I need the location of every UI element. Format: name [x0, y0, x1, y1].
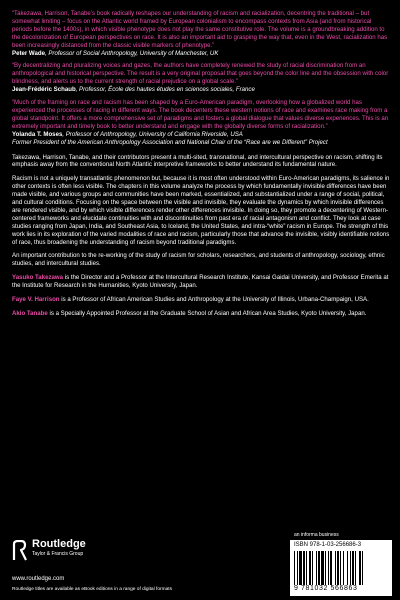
description-paragraph-3: An important contribution to the re-working of the study of racism for scholars, researchers, and students of anthropology, sociology, ethnic studies, and intercultural studies.	[12, 252, 385, 268]
isbn-label: ISBN 978-1-03-256686-3	[294, 542, 362, 548]
endorser-name-2: Jean-Frédéric Schaub	[12, 86, 76, 94]
endorser-role-3: , Professor of Anthropology, University of California Riverside, USA	[62, 130, 243, 138]
endorsement-quote-1: “Takezawa, Harrison, Tanabe’s book radically reshapes our understanding of racism and racialization, decentring the traditional – but somewhat limiting – focus on the Atlantic world framed by European colonialism to encompass contexts from Asia (and from historical periods before the 1400s), in which visible phenotype does not play the same constitutive role. The volume is a groundbreaking addition to the decolonization of European perspectives on race. It is also an important aid to grasping the way that, even in the West, racialization has been increasingly distanced from the classic visible markers of phenotype.”	[12, 10, 388, 49]
back-cover-text	[12, 10, 390, 324]
publisher-group: Taylor & Francis Group	[32, 551, 84, 557]
endorsement-quote-3: “Much of the framing on race and racism has been shaped by a Euro-American paradigm, overlooking how a globalized world has experienced the processes of racing in different ways. The book decenters these western notions of race and examines race making from a global standpoint. It offers a more comprehensive set of paradigms and fosters a global dialogue that values diverse experiences. This is an extremely important and timely book to better understand and engage with the globally diverse forms of racialization.”	[12, 99, 389, 130]
publisher-logo	[12, 538, 122, 568]
description-paragraph-1: Takezawa, Harrison, Tanabe, and their contributors present a multi-sited, transnational, and intercultural perspective on racism, shifting its emphasis away from the conventional North Atlantic interpretive frameworks to better understand its fundamental nature.	[12, 153, 383, 169]
endorsement-attribution-1	[12, 50, 390, 58]
barcode-icon	[294, 551, 388, 585]
informa-tagline: an informa business	[294, 532, 339, 538]
description-paragraph-2: Racism is not a uniquely transatlantic phenomenon but, because it is most often understood within Euro-American paradigms, its salience in other contexts is often less visible. The chapters in this volume analyze the process by which fundamentally invisible differences have been made visible, and various groups and communities have been marked, essentialized, and substantialized under a range of social, political, and cultural conditions. Focusing on the space between the visible and invisible, they evaluate the dynamics by which invisible differences are rendered visible, and by which visible differences render other differences invisible. In doing so, they promote a decentering of Western-centered frameworks and elucidate continuities with and discontinuities from past era of racial antagonism and conflict. They look at case studies ranging from Japan, India, and Southeast Asia, to Iceland, the United States, and intra-“white” racism in Europe. The strength of this work lies in its exploration of the varied modalities of race and racism, particularly those that advance the invisible, visibly identifiable notions of race, thus broadening the understanding of racism beyond traditional paradigms.	[12, 175, 390, 246]
endorsement-quote-2: “By decentralizing and pluralizing voices and gazes, the authors have completely renewed the study of racial discrimination from an anthropological and historical perspective. The result is a very original proposal that goes beyond the color line and the obsession with color blindness, and alerts us to the current strength of racial prejudice on a global scale.”	[12, 62, 389, 86]
endorser-role-2: , Professor, École des hautes études en sciences sociales, France	[75, 86, 255, 94]
author-bio-3	[12, 310, 390, 318]
isbn-digits: 9 781032 566863	[294, 585, 358, 592]
author-bio-text-1: is the Director and a Professor at the Intercultural Research Institute, Kansai Gaidai University, and Professor Emerita at the Institute for Research in the Humanities, Kyoto University, Japan.	[12, 274, 389, 290]
routledge-logo-icon	[12, 540, 28, 562]
endorsement-attribution-2	[12, 86, 390, 94]
endorser-name-1: Peter Wade	[12, 49, 45, 57]
publisher-url[interactable]: www.routledge.com	[12, 576, 65, 582]
endorsement-attribution-3	[12, 131, 390, 147]
author-name-3: Akio Tanabe	[12, 310, 48, 317]
publisher-name: Routledge	[32, 538, 86, 550]
author-name-2: Faye V. Harrison	[12, 296, 60, 304]
endorser-role-1: , Professor of Social Anthropology, University of Manchester, UK	[44, 49, 219, 57]
endorser-role-3b: Former President of the American Anthropology Association and National Chair of the “Race are we Different” Project	[12, 138, 328, 146]
cover-footer	[0, 532, 400, 600]
ebook-disclaimer: Routledge titles are available as eBook editions in a range of digital formats	[12, 587, 172, 592]
author-bio-text-3: is a Specially Appointed Professor at the Graduate School of Asian and African Area Studies, Kyoto University, Japan.	[47, 310, 367, 317]
author-bio-1	[12, 274, 390, 290]
author-bio-text-2: is a Professor of African American Studies and Anthropology at the University of Illinois, Urbana-Champaign, USA.	[59, 296, 369, 304]
author-name-1: Yasuko Takezawa	[12, 274, 64, 282]
author-bio-2	[12, 296, 390, 304]
barcode-panel	[290, 540, 392, 596]
endorser-name-3: Yolanda T. Moses	[12, 130, 63, 138]
